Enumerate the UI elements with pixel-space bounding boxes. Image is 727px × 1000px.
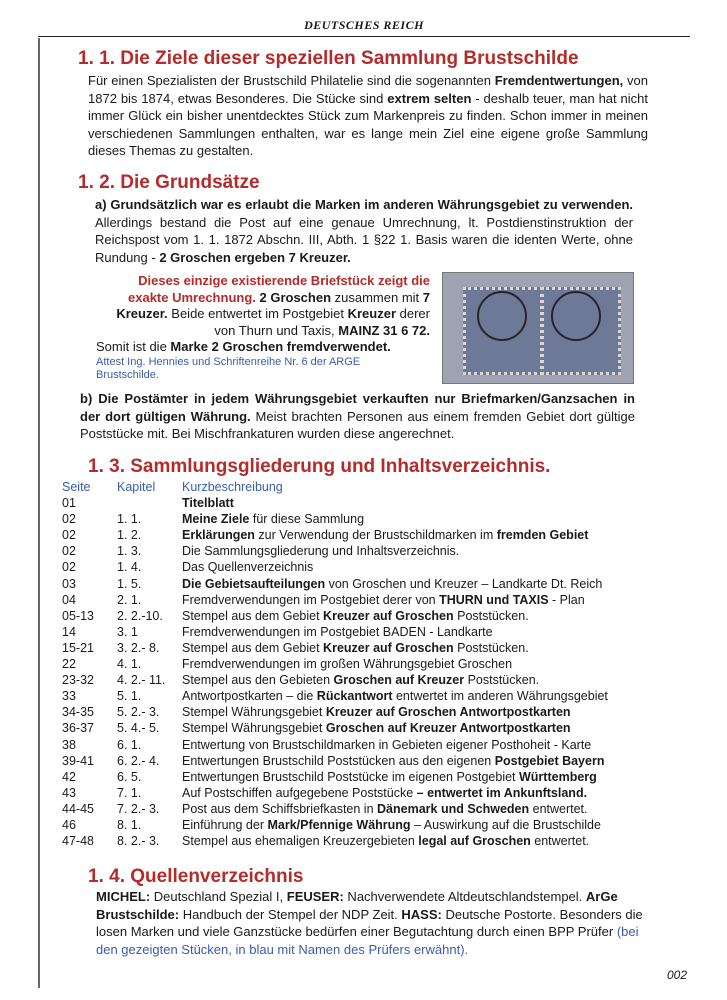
toc-kapitel: 4. 1.: [117, 657, 142, 672]
text-run: MAINZ 31 6 72.: [338, 322, 430, 338]
toc-kurzbeschreibung: Entwertung von Brustschildmarken in Gebieten eigener Posthoheit - Karte: [182, 737, 592, 752]
toc-kurzbeschreibung: Stempel aus den Gebieten Groschen auf Kreuzer Poststücken.: [182, 673, 540, 688]
section-1-4-text: [96, 888, 652, 958]
toc-kapitel: 6. 5.: [117, 769, 142, 784]
toc-kurzbeschreibung: Einführung der Mark/Pfennige Währung – Auswirkung auf die Brustschilde: [182, 817, 601, 832]
toc-kapitel: 1. 5.: [117, 576, 142, 591]
toc-kapitel: 2. 2.-10.: [117, 608, 163, 623]
toc-kapitel: 1. 1.: [117, 512, 142, 527]
toc-kapitel: 5. 1.: [117, 689, 142, 704]
table-row: [62, 608, 682, 624]
postmark-cancel: [551, 291, 601, 341]
table-row: [62, 672, 682, 688]
table-row: [62, 495, 682, 511]
table-row: [62, 527, 682, 543]
table-row: [62, 543, 682, 559]
section-1-2-title: 1. 2. Die Grundsätze: [78, 172, 260, 193]
toc-kapitel: 8. 2.- 3.: [117, 834, 160, 849]
toc-seite: 23-32: [62, 673, 94, 688]
text-run: Kreuzer: [347, 306, 397, 321]
toc-seite: 02: [62, 544, 76, 559]
toc-kurzbeschreibung: Titelblatt: [182, 496, 234, 511]
section-1-4-title: 1. 4. Quellenverzeichnis: [88, 866, 304, 887]
toc-seite: 22: [62, 657, 76, 672]
toc-kapitel: 5. 2.- 3.: [117, 705, 160, 720]
text-run: MICHEL:: [96, 889, 151, 904]
toc-kurzbeschreibung: Fremdverwendungen im Postgebiet BADEN - Landkarte: [182, 624, 493, 639]
text-run: von 1872 bis 1874, etwas Besonderes. Die Stücke sind: [88, 73, 648, 106]
toc-seite: 14: [62, 624, 76, 639]
toc-seite: 39-41: [62, 753, 94, 768]
toc-seite: 33: [62, 689, 76, 704]
toc-kurzbeschreibung: Erklärungen zur Verwendung der Brustschildmarken im fremden Gebiet: [182, 528, 589, 543]
toc-kurzbeschreibung: Post aus dem Schiffsbriefkasten in Dänemark und Schweden entwertet.: [182, 801, 588, 816]
table-row: [62, 559, 682, 575]
left-margin-rule: [38, 38, 40, 988]
text-run: a) Grundsätzlich war es erlaubt die Marken im anderen Währungsgebiet zu verwenden.: [95, 197, 633, 212]
table-row: [62, 656, 682, 672]
stamp-caption-2: [96, 339, 430, 356]
toc-seite: 36-37: [62, 721, 94, 736]
table-row: [62, 624, 682, 640]
table-row: [62, 511, 682, 527]
text-run: Dieses einzige existierende Briefstück zeigt die exakte Umrechnung.: [128, 273, 430, 305]
table-row: [62, 833, 682, 849]
toc-seite: 02: [62, 512, 76, 527]
toc-seite: 34-35: [62, 705, 94, 720]
table-row: [62, 688, 682, 704]
toc-kapitel: 5. 4.- 5.: [117, 721, 160, 736]
table-row: [62, 817, 682, 833]
toc-kurzbeschreibung: Das Quellenverzeichnis: [182, 560, 314, 575]
toc-kurzbeschreibung: Stempel Währungsgebiet Kreuzer auf Groschen Antwortpostkarten: [182, 705, 571, 720]
page-number: 002: [666, 968, 687, 982]
toc-seite: 43: [62, 785, 76, 800]
table-of-contents: [62, 479, 682, 849]
text-run: Beide entwertet im Postgebiet: [167, 306, 348, 321]
text-run: extrem selten: [387, 90, 472, 106]
toc-kurzbeschreibung: Stempel Währungsgebiet Groschen auf Kreuzer Antwortpostkarten: [182, 721, 571, 736]
text-run: ArGe Brustschilde:: [96, 889, 618, 922]
toc-kapitel: 3. 1: [117, 624, 138, 639]
section-1-1-title: 1. 1. Die Ziele dieser speziellen Sammlung Brustschilde: [78, 48, 579, 69]
toc-seite: 47-48: [62, 834, 94, 849]
text-run: (bei den gezeigten Stücken, in blau mit Namen des Prüfers erwähnt).: [96, 924, 639, 957]
toc-kurzbeschreibung: Die Gebietsaufteilungen von Groschen und Kreuzer – Landkarte Dt. Reich: [182, 576, 603, 591]
postmark-cancel: [477, 291, 527, 341]
text-run: Somit ist die: [96, 339, 171, 354]
toc-kapitel: 1. 4.: [117, 560, 142, 575]
col-header-seite: Seite: [62, 480, 91, 494]
toc-seite: 04: [62, 592, 76, 607]
toc-seite: 02: [62, 560, 76, 575]
section-1-3-title: 1. 3. Sammlungsgliederung und Inhaltsverzeichnis.: [88, 456, 551, 477]
table-row: [62, 737, 682, 753]
toc-kapitel: 7. 2.- 3.: [117, 801, 160, 816]
text-run: Nachverwendete Altdeutschlandstempel.: [343, 889, 583, 904]
toc-kurzbeschreibung: Auf Postschiffen aufgegebene Poststücke – entwertet im Ankunftsland.: [182, 785, 588, 800]
table-row: [62, 801, 682, 817]
text-run: b) Die Postämter in jedem Währungsgebiet verkauften nur Briefmarken/Ganzsachen in der dort gültigen Währung.: [80, 391, 635, 424]
text-run: derer von Thurn und Taxis,: [214, 306, 430, 338]
text-run: 2 Groschen: [255, 289, 332, 305]
text-run: 7 Kreuzer.: [116, 289, 430, 321]
text-run: 2 Groschen ergeben 7 Kreuzer.: [159, 249, 351, 265]
toc-kapitel: 8. 1.: [117, 817, 142, 832]
toc-seite: 15-21: [62, 640, 94, 655]
toc-kurzbeschreibung: Entwertungen Brustschild Poststücken aus den eigenen Postgebiet Bayern: [182, 753, 605, 768]
text-run: Handbuch der Stempel der NDP Zeit.: [179, 906, 402, 922]
toc-seite: 38: [62, 737, 76, 752]
section-1-2-a-text: [95, 196, 633, 266]
toc-seite: 02: [62, 528, 76, 543]
toc-seite: 44-45: [62, 801, 94, 816]
attest-note: Attest Ing. Hennies und Schriftenreihe Nr. 6 der ARGE Brustschilde.: [96, 356, 361, 381]
text-run: - deshalb teuer, man hat nicht immer Glück ein bisher unentdecktes Stück zum Markenpreis zu finden. Schon immer in meinen verschiedenen Sammlungen enthalten, war es lange mein Ziel eine eigene große Sammlung dieses Themas zu gestalten.: [88, 90, 648, 158]
stamp-photo: [442, 272, 634, 384]
text-run: HASS:: [401, 906, 442, 922]
toc-seite: 01: [62, 496, 76, 511]
toc-seite: 42: [62, 769, 76, 784]
table-row: [62, 640, 682, 656]
toc-kurzbeschreibung: Entwertungen Brustschild Poststücke im eigenen Postgebiet Württemberg: [182, 769, 597, 784]
table-row: [62, 785, 682, 801]
toc-kapitel: 6. 2.- 4.: [117, 753, 160, 768]
text-run: FEUSER:: [286, 889, 344, 904]
table-row: [62, 753, 682, 769]
toc-kurzbeschreibung: Stempel aus ehemaligen Kreuzergebieten legal auf Groschen entwertet.: [182, 834, 590, 849]
stamp-caption: [96, 273, 430, 339]
toc-kurzbeschreibung: Meine Ziele für diese Sammlung: [182, 512, 365, 527]
table-row: [62, 704, 682, 720]
toc-kapitel: 1. 2.: [117, 528, 142, 543]
toc-kapitel: 7. 1.: [117, 785, 142, 800]
section-1-2-b-text: [80, 390, 635, 443]
toc-seite: 05-13: [62, 608, 94, 623]
toc-kapitel: 4. 2.- 11.: [117, 673, 166, 688]
table-row: [62, 720, 682, 736]
text-run: zusammen mit: [331, 289, 423, 305]
toc-seite: 03: [62, 576, 76, 591]
table-row: [62, 769, 682, 785]
text-run: Meist brachten Personen aus einem fremden Gebiet dort gültige Poststücke mit. Bei Mischfrankaturen wurden diese angerechnet.: [80, 408, 635, 441]
text-run: Besonders die losen Marken und viele Ganzstücke bedürfen einer Begutachtung durch einen BPP Prüfer: [96, 906, 643, 939]
page-header: DEUTSCHES REICH: [38, 18, 690, 37]
toc-kurzbeschreibung: Antwortpostkarten – die Rückantwort entwertet im anderen Währungsgebiet: [182, 689, 608, 704]
text-run: Marke 2 Groschen fremdverwendet.: [170, 339, 391, 354]
col-header-kurzbeschreibung: Kurzbeschreibung: [182, 480, 283, 494]
toc-kurzbeschreibung: Die Sammlungsgliederung und Inhaltsverzeichnis.: [182, 544, 460, 559]
text-run: Allerdings bestand die Post auf eine genaue Umrechnung, lt. Postdienstinstruktion der Reichspost vom 1. 1. 1872 Abschn. III, Abth. 1 §22 1. Basis waren die identen Werte, ohne Rundung -: [95, 214, 633, 265]
col-header-kapitel: Kapitel: [117, 480, 156, 494]
toc-seite: 46: [62, 817, 76, 832]
toc-header-row: [62, 479, 682, 495]
toc-kurzbeschreibung: Stempel aus dem Gebiet Kreuzer auf Groschen Poststücken.: [182, 608, 529, 623]
table-row: [62, 576, 682, 592]
section-1-1-text: [88, 72, 648, 160]
toc-kapitel: 3. 2.- 8.: [117, 640, 160, 655]
text-run: Fremdentwertungen,: [494, 73, 624, 88]
toc-kurzbeschreibung: Stempel aus dem Gebiet Kreuzer auf Groschen Poststücken.: [182, 640, 529, 655]
text-run: Deutsche Postorte.: [441, 906, 557, 922]
toc-kurzbeschreibung: Fremdverwendungen im Postgebiet derer von THURN und TAXIS - Plan: [182, 592, 585, 607]
table-row: [62, 592, 682, 608]
toc-kapitel: 1. 3.: [117, 544, 142, 559]
toc-kurzbeschreibung: Fremdverwendungen im großen Währungsgebiet Groschen: [182, 657, 513, 672]
toc-kapitel: 2. 1.: [117, 592, 142, 607]
text-run: Deutschland Spezial I,: [150, 889, 287, 904]
text-run: Für einen Spezialisten der Brustschild Philatelie sind die sogenannten: [88, 73, 495, 88]
toc-kapitel: 6. 1.: [117, 737, 142, 752]
